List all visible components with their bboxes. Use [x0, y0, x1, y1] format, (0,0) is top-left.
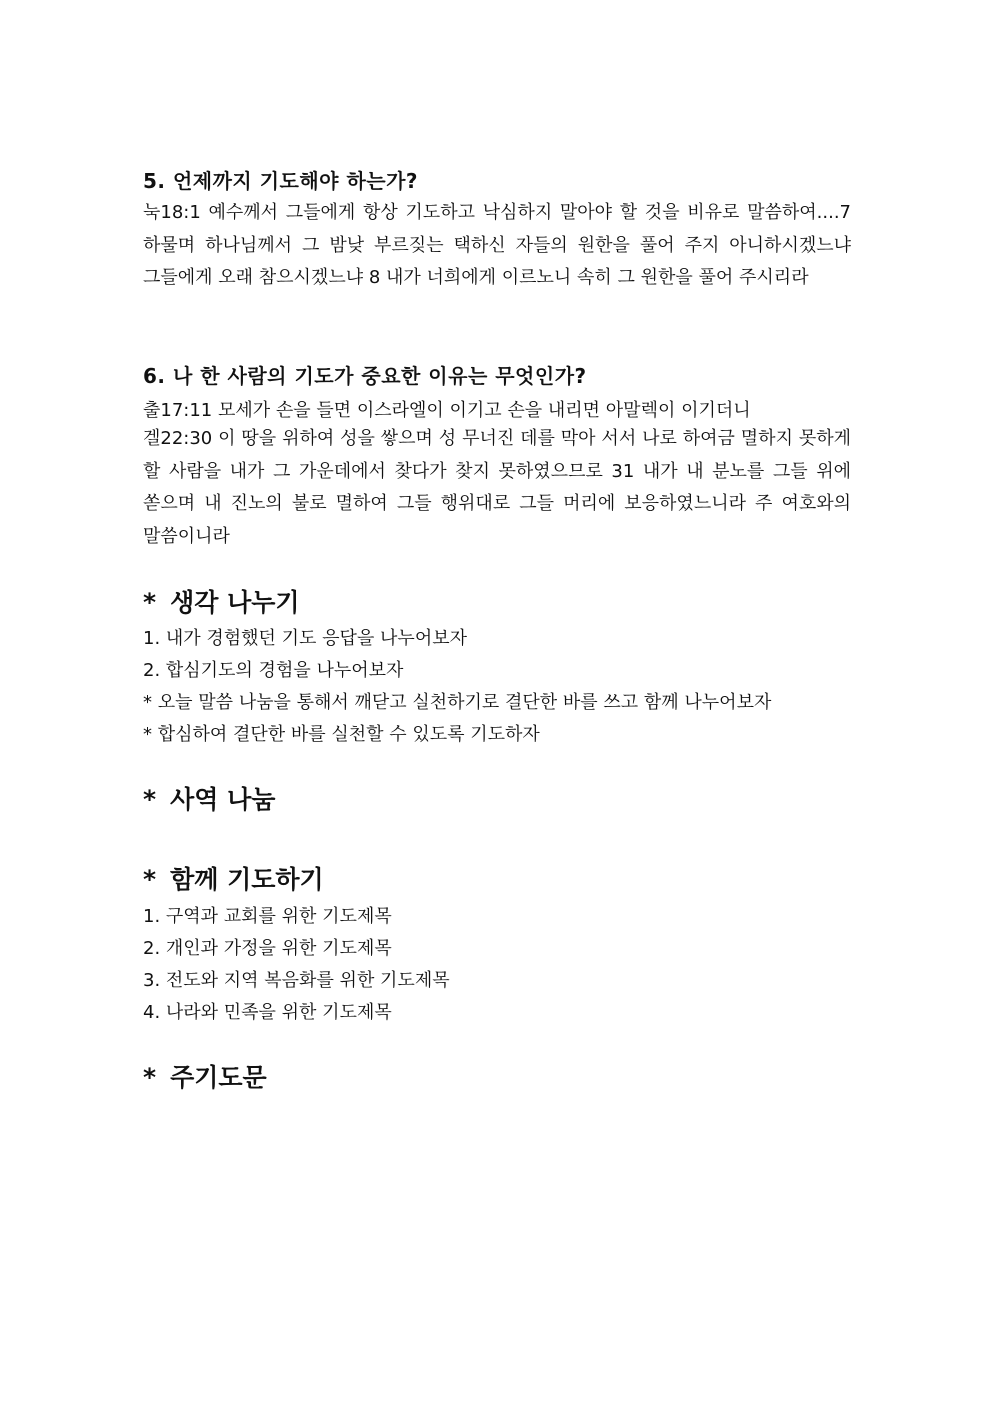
sharing-bullet: *	[143, 588, 157, 617]
question-5-title: 5. 언제까지 기도해야 하는가?	[143, 169, 419, 193]
prayer-item: 3. 전도와 지역 복음화를 위한 기도제목	[143, 970, 450, 991]
ministry-title: 사역 나눔	[170, 785, 276, 814]
prayer-bullet: *	[143, 865, 157, 894]
ministry-heading	[143, 780, 275, 816]
sharing-title: 생각 나누기	[170, 588, 300, 617]
sharing-item: * 합심하여 결단한 바를 실천할 수 있도록 기도하자	[143, 724, 540, 745]
question-6-verse-exodus: 출17:11 모세가 손을 들면 이스라엘이 이기고 손을 내리면 아말렉이 이기더니	[143, 400, 751, 421]
prayer-item: 1. 구역과 교회를 위한 기도제목	[143, 906, 392, 927]
sharing-item: 2. 합심기도의 경험을 나누어보자	[143, 660, 404, 681]
prayer-title: 함께 기도하기	[170, 865, 324, 894]
question-6-verse-ezekiel: 겔22:30 이 땅을 위하여 성을 쌓으며 성 무너진 데를 막아 서서 나로 하여금 멸하지 못하게 할 사람을 내가 그 가운데에서 찾다가 찾지 못하였으므로 31 내가 내 분노를 그들 위에 쏟으며 내 진노의 불로 멸하여 그들 행위대로 그들 머리에 보응하였느니라 주 여호와의 말씀이니라	[143, 428, 851, 547]
prayer-item: 2. 개인과 가정을 위한 기도제목	[143, 938, 392, 959]
sharing-heading	[143, 583, 300, 619]
ministry-bullet: *	[143, 785, 157, 814]
question-6-title: 6. 나 한 사람의 기도가 중요한 이유는 무엇인가?	[143, 364, 587, 388]
sharing-item: * 오늘 말씀 나눔을 통해서 깨닫고 실천하기로 결단한 바를 쓰고 함께 나누어보자	[143, 692, 772, 713]
prayer-heading	[143, 860, 324, 896]
sharing-item: 1. 내가 경험했던 기도 응답을 나누어보자	[143, 628, 467, 649]
lords-prayer-bullet: *	[143, 1063, 157, 1092]
question-5-body: 눅18:1 예수께서 그들에게 항상 기도하고 낙심하지 말아야 할 것을 비유로 말씀하여....7 하물며 하나님께서 그 밤낮 부르짖는 택하신 자들의 원한을 풀어 주지 아니하시겠느냐 그들에게 오래 참으시겠느냐 8 내가 너희에게 이르노니 속히 그 원한을 풀어 주시리라	[143, 202, 851, 288]
lords-prayer-heading	[143, 1058, 267, 1094]
lords-prayer-title: 주기도문	[170, 1063, 267, 1092]
prayer-item: 4. 나라와 민족을 위한 기도제목	[143, 1002, 392, 1023]
